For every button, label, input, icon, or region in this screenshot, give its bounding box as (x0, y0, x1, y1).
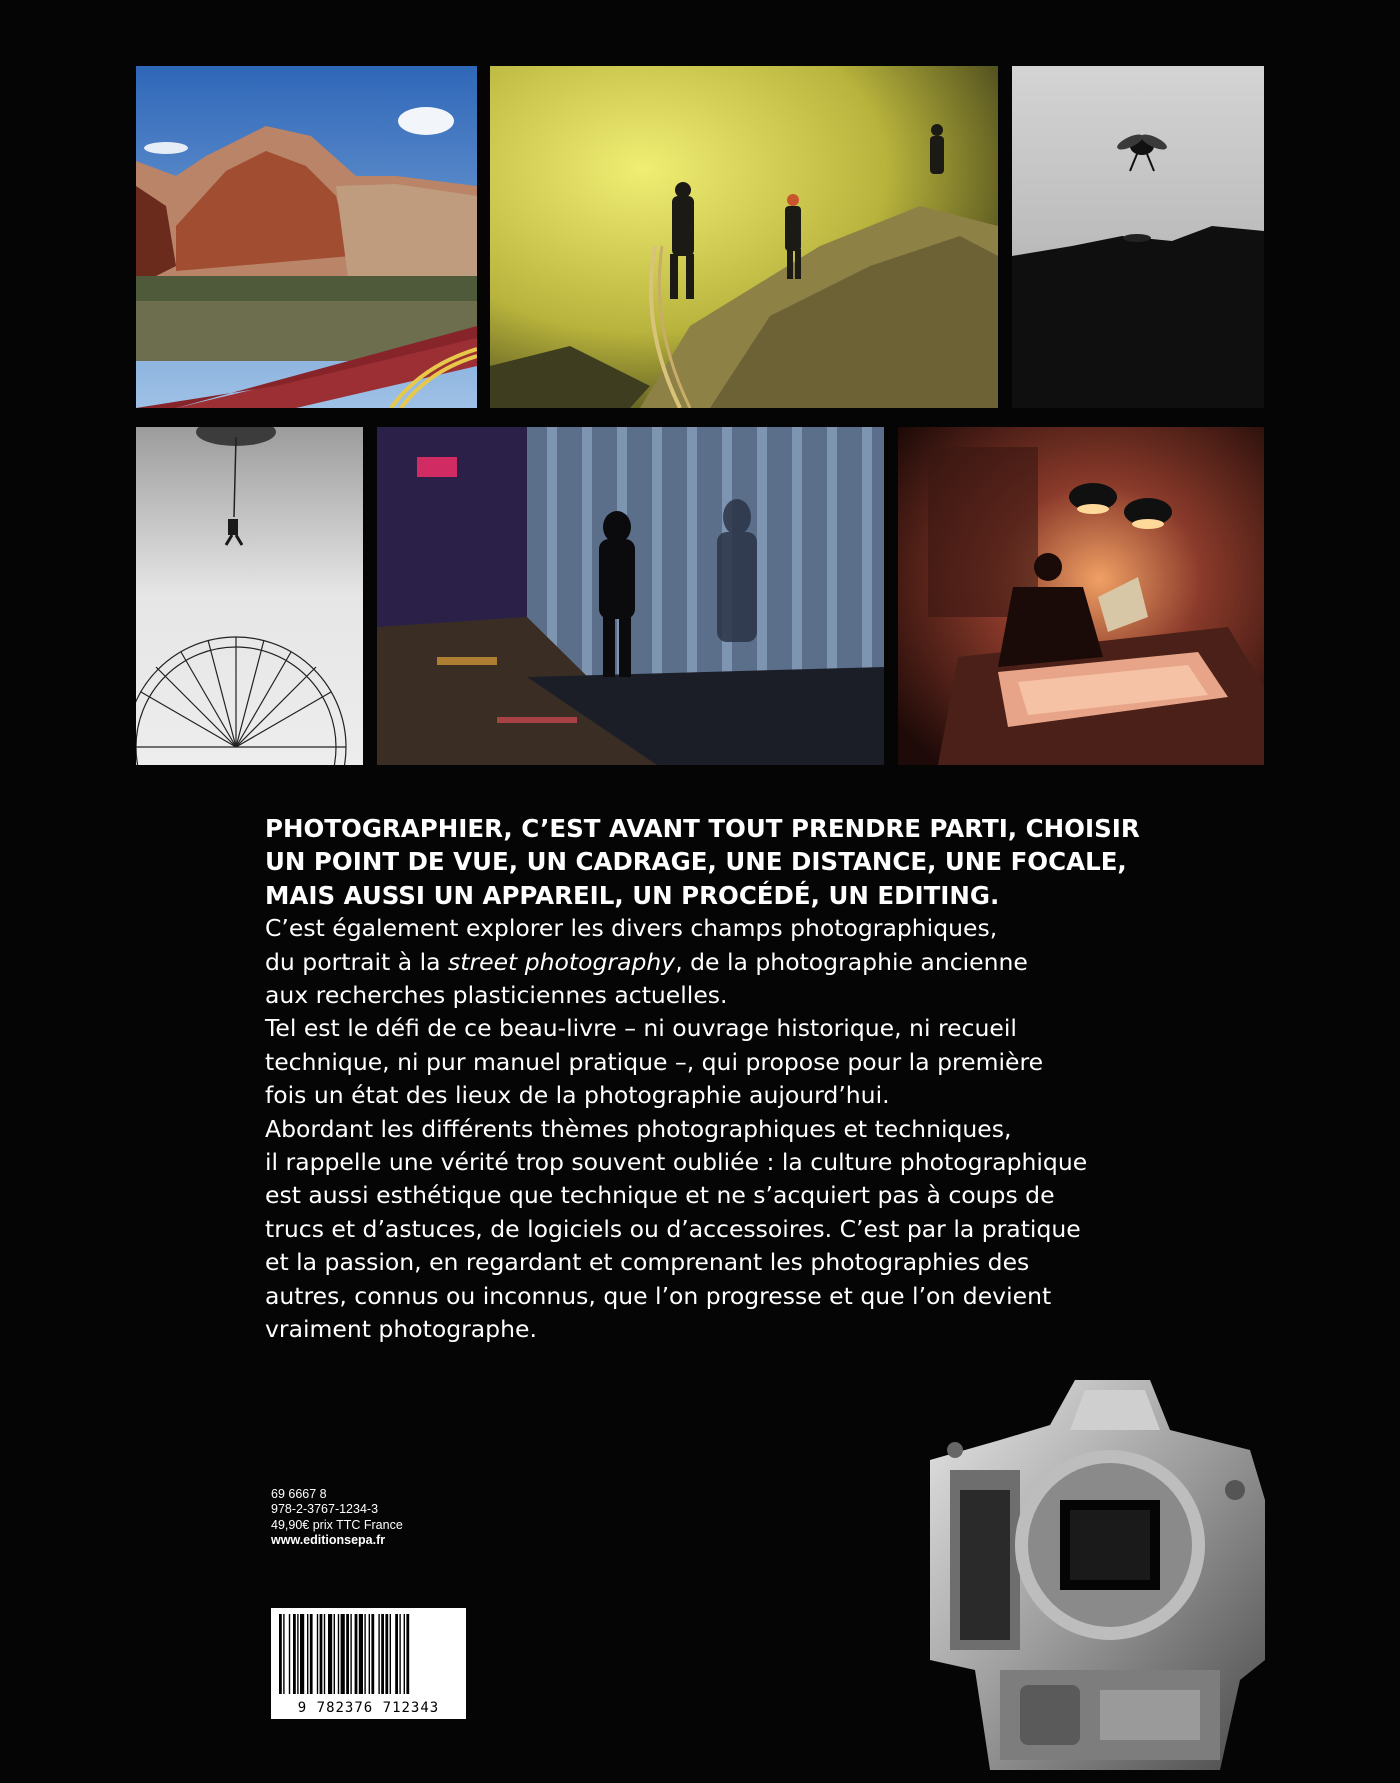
barcode-bars (271, 1608, 466, 1698)
product-code: 69 6667 8 (271, 1487, 327, 1501)
barcode-bar (341, 1614, 345, 1694)
barcode-bar (364, 1614, 365, 1694)
blurb-line: autres, connus ou inconnus, que l’on progresse et que l’on devient (265, 1281, 1052, 1310)
barcode-bar (378, 1614, 379, 1694)
barcode-bar (399, 1614, 400, 1694)
blurb-text: , de la photographie ancienne (675, 947, 1028, 976)
blurb-line: Abordant les différents thèmes photographiques et techniques, (265, 1114, 1012, 1143)
barcode-bar (350, 1614, 351, 1694)
barcode (271, 1608, 466, 1719)
barcode-bar (297, 1614, 298, 1694)
barcode-bar (404, 1614, 405, 1694)
barcode-bar (279, 1614, 282, 1694)
blurb-line: il rappelle une vérité trop souvent oubliée : la culture photographique (265, 1148, 1088, 1177)
barcode-bar (385, 1614, 388, 1694)
barcode-bar (406, 1614, 409, 1694)
barcode-bar (310, 1614, 313, 1694)
barcode-bar (320, 1614, 323, 1694)
barcode-bar (381, 1614, 384, 1694)
blurb-headline-line: PHOTOGRAPHIER, C’EST AVANT TOUT PRENDRE PARTI, CHOISIR (265, 814, 1140, 843)
barcode-bar (395, 1614, 398, 1694)
barcode-bar (283, 1614, 284, 1694)
blurb-headline-line: MAIS AUSSI UN APPAREIL, UN PROCÉDÉ, UN EDITING. (265, 880, 1000, 910)
barcode-bar (359, 1614, 363, 1694)
barcode-bar (293, 1614, 296, 1694)
photo-darkroom (898, 427, 1264, 765)
blurb-line (265, 946, 1135, 979)
blurb-line: et la passion, en regardant et comprenant les photographies des (265, 1248, 1030, 1277)
barcode-bar (324, 1614, 325, 1694)
barcode-bar (289, 1614, 290, 1694)
barcode-bar (355, 1614, 358, 1694)
barcode-bar (307, 1614, 308, 1694)
barcode-bar (390, 1614, 391, 1694)
photo-fly-silhouette (1012, 66, 1264, 408)
barcode-digits: 9 782376 712343 (297, 1700, 440, 1716)
blurb-line: trucs et d’astuces, de logiciels ou d’accessoires. C’est par la pratique (265, 1214, 1081, 1243)
photo-night-street (377, 427, 884, 765)
camera-body-photo (920, 1370, 1270, 1770)
isbn: 978-2-3767-1234-3 (271, 1502, 379, 1517)
barcode-bar (346, 1614, 349, 1694)
blurb-line: fois un état des lieux de la photographie aujourd’hui. (265, 1081, 890, 1110)
blurb-line: aux recherches plasticiennes actuelles. (265, 981, 728, 1010)
blurb-line: vraiment photographe. (265, 1315, 537, 1344)
barcode-bar (328, 1614, 332, 1694)
barcode-bar (334, 1614, 335, 1694)
back-cover-blurb (265, 812, 1140, 1347)
barcode-bar (338, 1614, 339, 1694)
photo-sulfur-miners (490, 66, 998, 408)
blurb-line: est aussi esthétique que technique et ne s’acquiert pas à coups de (265, 1181, 1055, 1210)
photo-canyon-road (136, 66, 477, 408)
barcode-bar (317, 1614, 318, 1694)
barcode-bar (300, 1614, 304, 1694)
blurb-line: C’est également explorer les divers champs photographiques, (265, 914, 998, 943)
blurb-line: Tel est le défi de ce beau-livre – ni ouvrage historique, ni recueil (265, 1014, 1017, 1043)
price: 49,90€ prix TTC France (271, 1517, 403, 1532)
blurb-headline-line: UN POINT DE VUE, UN CADRAGE, UNE DISTANCE, UNE FOCALE, (265, 847, 1127, 877)
blurb-line: technique, ni pur manuel pratique –, qui propose pour la première (265, 1047, 1044, 1076)
publisher-website: www.editionsepa.fr (271, 1532, 386, 1547)
barcode-bar (369, 1614, 370, 1694)
photo-acrobat-ferris-wheel (136, 427, 363, 765)
barcode-bar (371, 1614, 374, 1694)
blurb-text: du portrait à la (265, 947, 448, 976)
publisher-info (271, 1487, 403, 1548)
blurb-emphasis: street photography (448, 947, 676, 976)
